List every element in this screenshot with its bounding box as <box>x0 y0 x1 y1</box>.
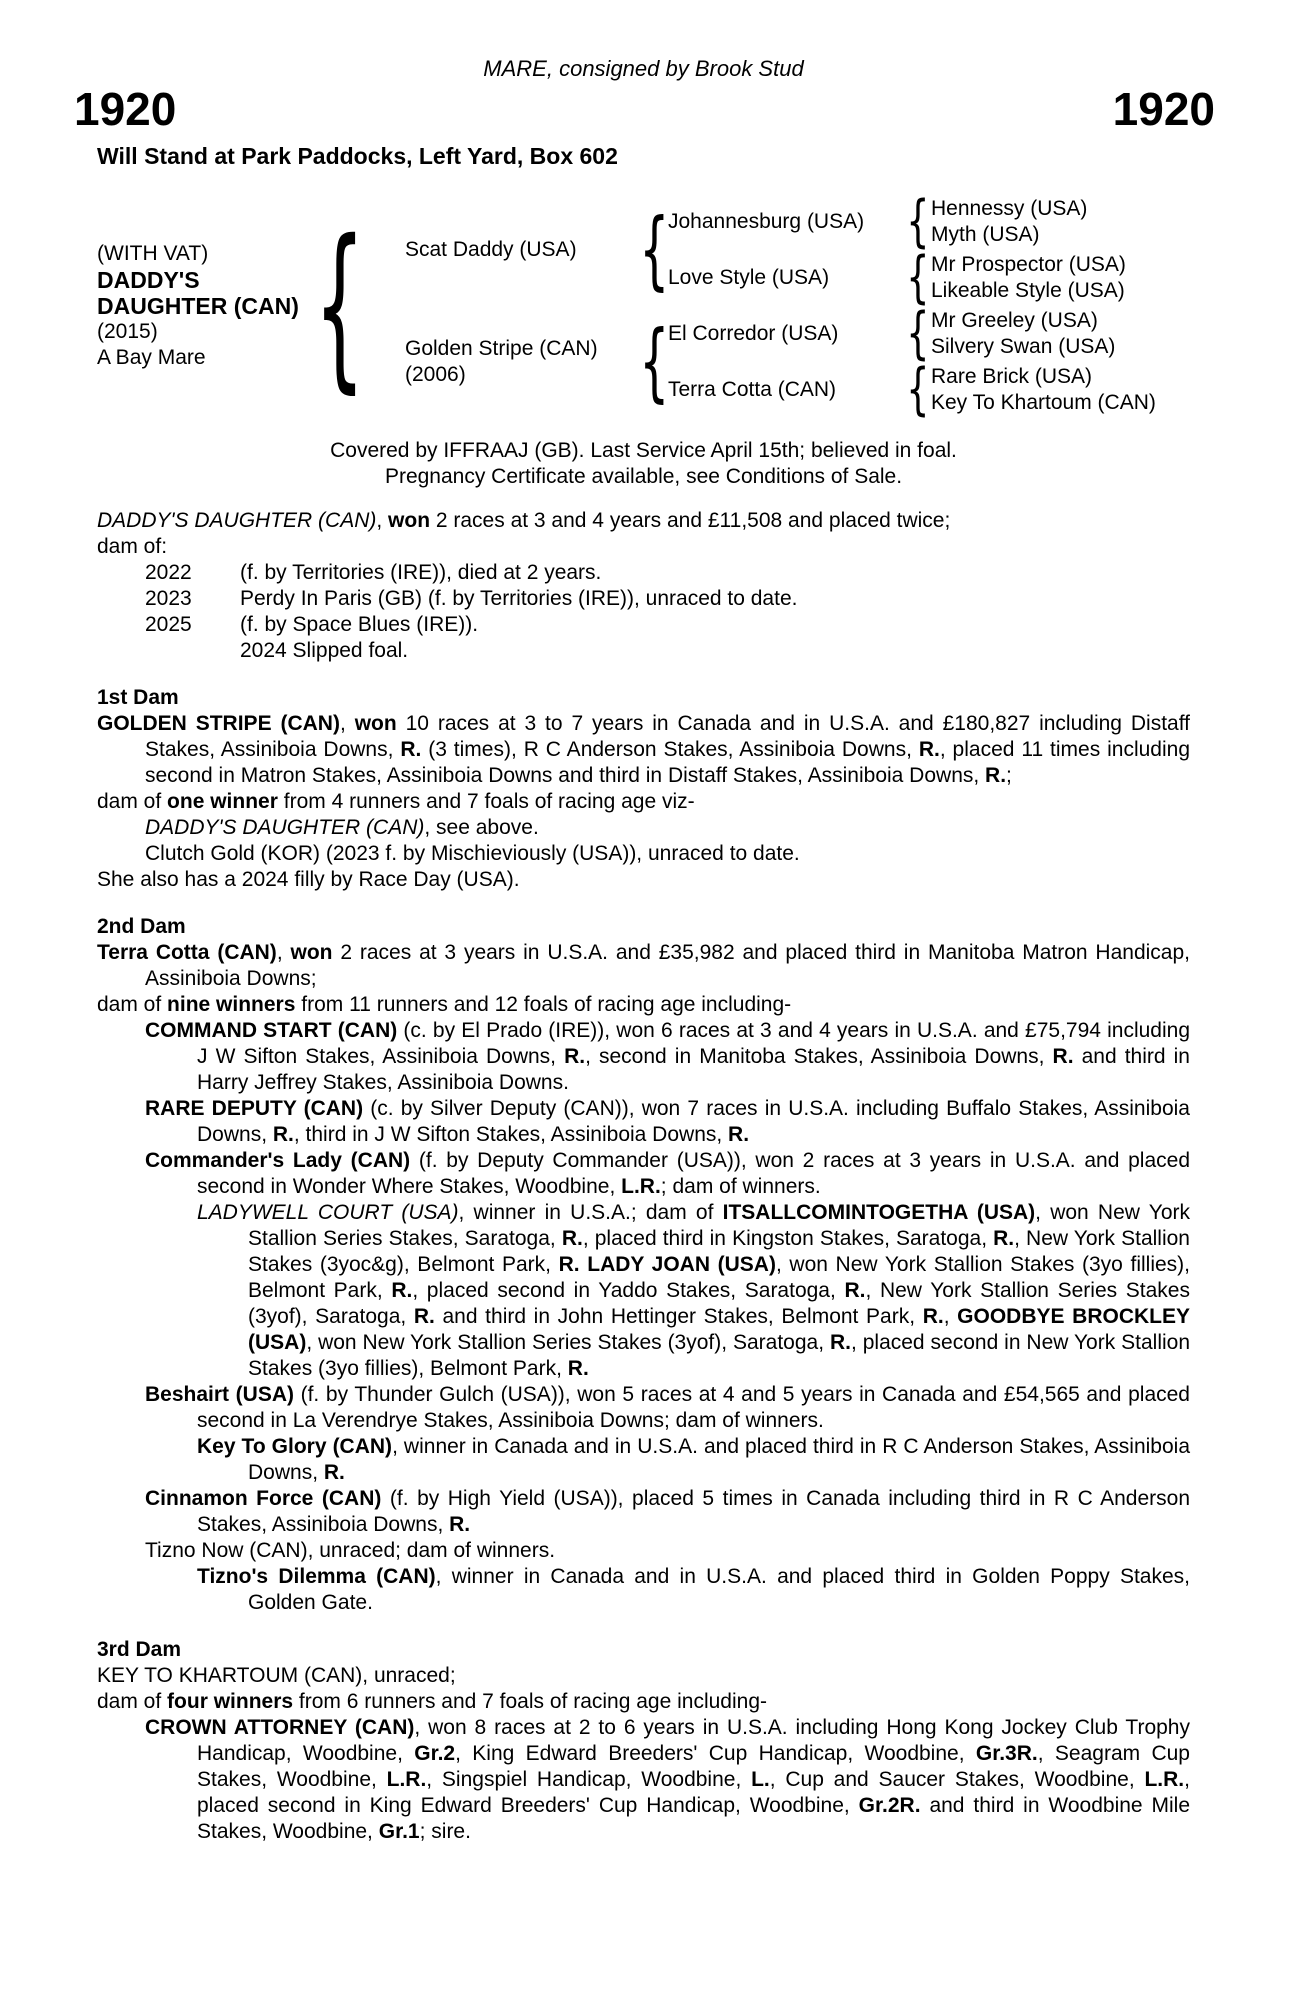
produce-year: 2022 <box>145 561 192 584</box>
pregnancy-certificate-line: Pregnancy Certificate available, see Conditions of Sale. <box>384 465 903 488</box>
pedigree-brace-icon: { <box>906 357 930 422</box>
sire-sire-branch <box>668 189 1190 254</box>
dam-foaling-year: (2006) <box>405 363 466 386</box>
produce-record-row <box>97 638 1190 664</box>
dam-of-label: dam of: <box>97 535 168 558</box>
section-heading-2nd-dam: 2nd Dam <box>97 915 186 938</box>
dam-of-line: dam of one winner from 4 runners and 7 foals of racing age viz- <box>97 790 695 813</box>
produce-description: Perdy In Paris (GB) (f. by Territories (IRE)), unraced to date. <box>240 587 798 610</box>
crown-attorney-entry: CROWN ATTORNEY (CAN), won 8 races at 2 to 6 years in U.S.A. including Hong Kong Jockey Club Trophy Handicap, Woodbine, Gr.2, King Edward Breeders' Cup Handicap, Woodbine, Gr.3R., Seagram Cup Stakes, Woodbine, L.R., Singspiel Handicap, Woodbine, L., Cup and Saucer Stakes, Woodbine, L.R., placed second in King Edward Breeders' Cup Handicap, Woodbine, Gr.2R. and third in Woodbine Mile Stakes, Woodbine, Gr.1; sire. <box>145 1716 1191 1843</box>
section-heading-3rd-dam: 3rd Dam <box>97 1638 182 1661</box>
produce-record-row <box>97 560 1190 586</box>
sire-sire-name: Johannesburg (USA) <box>668 210 865 233</box>
pedigree-brace-icon: { <box>314 202 366 409</box>
produce-record-row <box>97 586 1190 612</box>
golden-stripe-entry: GOLDEN STRIPE (CAN), won 10 races at 3 to 7 years in Canada and in U.S.A. and £180,827 including Distaff Stakes, Assiniboia Downs, R. (3 times), R C Anderson Stakes, Assiniboia Downs, R., placed 11 times including second in Matron Stakes, Assiniboia Downs and third in Distaff Stakes, Assiniboia Downs, R.; <box>97 712 1191 787</box>
commanders-lady-entry: Commander's Lady (CAN) (f. by Deputy Commander (USA)), won 2 races at 3 years in U.S.A. and placed second in Wonder Where Stakes, Woodbine, L.R.; dam of winners. <box>145 1149 1190 1198</box>
mare-details <box>97 241 315 371</box>
lot-number-right: 1920 <box>1112 83 1215 135</box>
great-grandparent-name: Mr Greeley (USA) <box>931 309 1098 332</box>
great-grandparent-name: Key To Khartoum (CAN) <box>931 391 1156 414</box>
great-grandparent-name: Likeable Style (USA) <box>931 279 1125 302</box>
horse-name: DADDY'S DAUGHTER (CAN) <box>97 267 299 319</box>
great-grandparent-name: Mr Prospector (USA) <box>931 253 1126 276</box>
pedigree-brace-icon: { <box>906 189 930 254</box>
pedigree-generations <box>365 189 1190 422</box>
pedigree-brace-icon: { <box>638 200 670 300</box>
tizno-now-entry: Tizno Now (CAN), unraced; dam of winners. <box>145 1539 556 1562</box>
key-to-glory-entry: Key To Glory (CAN), winner in Canada and in U.S.A. and placed third in R C Anderson Stakes, Assiniboia Downs, R. <box>197 1435 1190 1484</box>
produce-year <box>97 638 240 664</box>
sire-dam-name: Love Style (USA) <box>668 266 830 289</box>
catalogue-body <box>97 508 1190 1845</box>
lot-number-left: 1920 <box>74 83 177 135</box>
dam-name: Golden Stripe (CAN) <box>405 337 598 360</box>
dam-dam-name: Terra Cotta (CAN) <box>668 378 837 401</box>
beshairt-entry: Beshairt (USA) (f. by Thunder Gulch (USA)), won 5 races at 4 and 5 years in Canada and £54,565 and placed second in La Verendrye Stakes, Assiniboia Downs; dam of winners. <box>145 1383 1190 1432</box>
clutch-gold-entry: Clutch Gold (KOR) (2023 f. by Mischieviously (USA)), unraced to date. <box>145 842 800 865</box>
dam-branch <box>365 301 1190 422</box>
command-start-entry: COMMAND START (CAN) (c. by El Prado (IRE)), won 6 races at 3 and 4 years in U.S.A. and £75,794 including J W Sifton Stakes, Assiniboia Downs, R., second in Manitoba Stakes, Assiniboia Downs, R. and third in Harry Jeffrey Stakes, Assiniboia Downs. <box>145 1019 1190 1094</box>
dam-of-line: dam of four winners from 6 runners and 7 foals of racing age including- <box>97 1690 767 1713</box>
lot-number-row <box>74 84 1215 134</box>
foaling-year: (2015) <box>97 320 158 343</box>
covering-line: Covered by IFFRAAJ (GB). Last Service April 15th; believed in foal. <box>330 439 957 462</box>
great-grandparent-name: Rare Brick (USA) <box>931 365 1093 388</box>
covering-details <box>97 438 1190 490</box>
consignor-line: MARE, consigned by Brook Stud <box>483 56 804 81</box>
great-grandparent-name: Silvery Swan (USA) <box>931 335 1116 358</box>
great-grandparent-name: Hennessy (USA) <box>931 197 1088 220</box>
produce-description: (f. by Space Blues (IRE)). <box>240 613 479 636</box>
she-also-has-line: She also has a 2024 filly by Race Day (USA). <box>97 868 520 891</box>
sire-name: Scat Daddy (USA) <box>405 238 577 261</box>
pedigree-brace-icon: { <box>906 301 930 366</box>
pedigree-brace-icon: { <box>638 312 670 412</box>
ladywell-court-entry: LADYWELL COURT (USA), winner in U.S.A.; dam of ITSALLCOMINTOGETHA (USA), won New York Stallion Series Stakes, Saratoga, R., placed third in Kingston Stakes, Saratoga, R., New York Stallion Stakes (3yoc&g), Belmont Park, R. LADY JOAN (USA), won New York Stallion Stakes (3yo fillies), Belmont Park, R., placed second in Yaddo Stakes, Saratoga, R., New York Stallion Series Stakes (3yof), Saratoga, R. and third in John Hettinger Stakes, Belmont Park, R., GOODBYE BROCKLEY (USA), won New York Stallion Series Stakes (3yof), Saratoga, R., placed second in New York Stallion Stakes (3yo fillies), Belmont Park, R. <box>197 1201 1191 1380</box>
pedigree-table <box>97 189 1190 422</box>
cinnamon-force-entry: Cinnamon Force (CAN) (f. by High Yield (USA)), placed 5 times in Canada including third in R C Anderson Stakes, Assiniboia Downs, R. <box>145 1487 1191 1536</box>
sire-branch <box>365 189 1190 310</box>
terra-cotta-entry: Terra Cotta (CAN), won 2 races at 3 years in U.S.A. and £35,982 and placed third in Manitoba Matron Handicap, Assiniboia Downs; <box>97 941 1190 990</box>
dam-name-block <box>405 336 640 388</box>
dam-sire-name: El Corredor (USA) <box>668 322 839 345</box>
produce-year: 2025 <box>145 613 192 636</box>
great-grandparent-name: Myth (USA) <box>931 223 1040 246</box>
produce-year: 2023 <box>145 587 192 610</box>
produce-description: 2024 Slipped foal. <box>240 639 409 662</box>
mare-race-record: DADDY'S DAUGHTER (CAN), won 2 races at 3 and 4 years and £11,508 and placed twice; <box>97 509 951 532</box>
stabling-location: Will Stand at Park Paddocks, Left Yard, Box 602 <box>97 143 618 169</box>
produce-description: (f. by Territories (IRE)), died at 2 years. <box>240 561 602 584</box>
dam-dam-branch <box>668 357 1190 422</box>
key-to-khartoum-entry: KEY TO KHARTOUM (CAN), unraced; <box>97 1664 456 1687</box>
dam-sire-branch <box>668 301 1190 366</box>
tiznos-dilemma-entry: Tizno's Dilemma (CAN), winner in Canada and in U.S.A. and placed third in Golden Poppy Stakes, Golden Gate. <box>197 1565 1190 1614</box>
section-heading-1st-dam: 1st Dam <box>97 686 179 709</box>
dam-of-line: dam of nine winners from 11 runners and 12 foals of racing age including- <box>97 993 792 1016</box>
pedigree-brace-icon: { <box>906 245 930 310</box>
sire-dam-branch <box>668 245 1190 310</box>
vat-note: (WITH VAT) <box>97 242 209 265</box>
daddys-daughter-entry: DADDY'S DAUGHTER (CAN), see above. <box>145 816 539 839</box>
horse-description: A Bay Mare <box>97 346 206 369</box>
produce-record-row <box>97 612 1190 638</box>
rare-deputy-entry: RARE DEPUTY (CAN) (c. by Silver Deputy (CAN)), won 7 races in U.S.A. including Buffalo Stakes, Assiniboia Downs, R., third in J W Sifton Stakes, Assiniboia Downs, R. <box>145 1097 1190 1146</box>
